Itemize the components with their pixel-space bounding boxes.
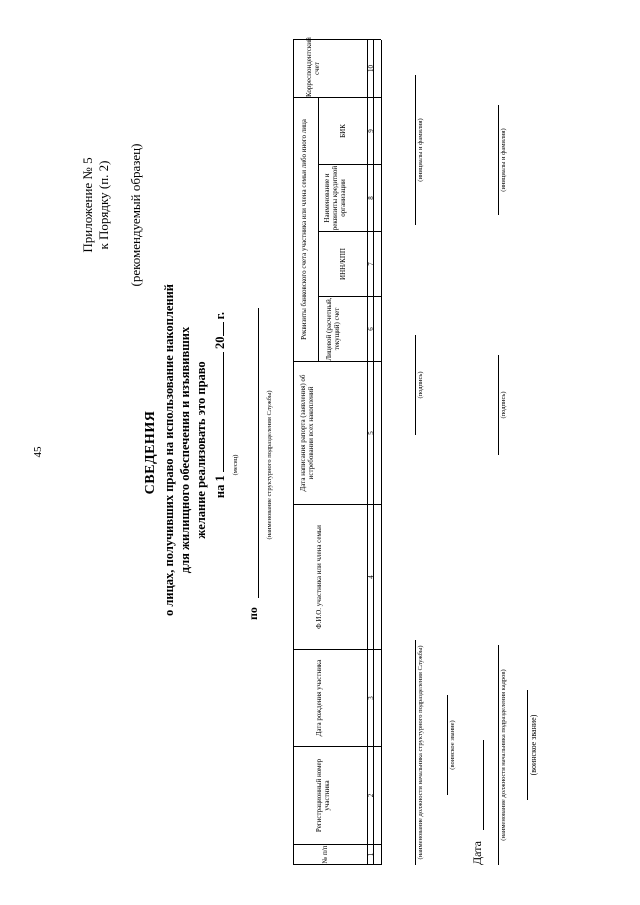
year-suffix: г. [213,311,227,320]
table-border-bottom [381,40,382,865]
header-account: Лицевой (расчетный, текущий) счет [325,297,341,361]
position-caption-1: (наименование должности начальника структурного подразделения Службы) [417,645,424,860]
rank-caption-1: (воинское звание) [449,720,456,770]
data-table [293,37,381,865]
name-line-1 [415,75,416,225]
header-full-name: Ф.И.О. участника или члена семьи [315,525,323,629]
date-line [212,240,228,570]
col-number-1: 1 [367,852,375,857]
col-number-5: 5 [367,431,375,435]
col-number-9: 9 [367,129,375,133]
appendix-number: Приложение № 5 [80,157,95,253]
month-caption: (месяц) [232,454,239,476]
month-blank [212,352,224,472]
sign-caption-1: (подпись) [417,371,424,399]
year-prefix: 20 [213,336,227,349]
document-title: СВЕДЕНИЯ [143,410,158,495]
year-blank [212,322,224,336]
col-number-4: 4 [367,575,375,579]
position-line-1 [415,640,416,865]
col-number-10: 10 [367,65,375,72]
po-caption: (наименование структурного подразделения Службы) [266,390,273,540]
name-caption-1: (инициалы и фамилия) [417,118,424,182]
po-prefix: по [246,607,260,620]
date-prefix: на 1 [213,475,227,499]
appendix-reference: к Порядку (п. 2) [96,160,111,250]
position-caption-2: (наименование должности начальника подразделения кадров) [500,669,507,841]
header-report-date: Дата написания рапорта (заявления) об истребовании всех накоплений [299,374,315,492]
col-number-8: 8 [367,196,375,200]
subtitle-line-1: о лицах, получивших право на использование накоплений [162,284,176,616]
col-number-6: 6 [367,327,375,331]
col-line-0 [293,864,381,865]
appendix-note: (рекомендуемый образец) [128,143,143,287]
sign-line-2 [498,355,499,455]
position-line-2 [498,645,499,865]
po-line [246,300,261,620]
sign-caption-2: (подпись) [500,391,507,419]
subtitle-line-2: для жилищного обеспечения и изъявивших [178,326,192,574]
subtitle-line-3: желание реализовать это право [194,361,208,539]
date-line-blank [483,740,484,830]
group-divider [318,98,319,362]
po-blank [258,308,259,598]
rank-line-1 [447,695,448,795]
col-number-7: 7 [367,262,375,266]
col-number-2: 2 [367,793,375,798]
name-line-2 [498,105,499,215]
header-bank-group: Реквизиты банковского счета участника или члена семьи либо иного лица [300,119,308,340]
rank-caption-2: (воинское звание) [529,714,538,776]
page-number: 45 [32,446,44,458]
col-number-3: 3 [367,696,375,700]
header-corr-account: Корреспондентский счет [305,37,321,97]
header-reg-number: Регистрационный номер участника [315,758,331,833]
header-bank-name: Наименование и реквизиты кредитной организации [323,165,347,231]
date-label: Дата [470,841,484,865]
rank-line-2 [527,690,528,800]
name-caption-2: (инициалы и фамилия) [500,128,507,192]
header-number: № п/п [321,845,329,864]
header-bik: БИК [339,124,347,138]
header-birth-date: Дата рождения участника [315,659,323,737]
table-border-top [293,40,294,865]
header-inn: ИНН/КПП [339,248,347,280]
sign-line-1 [415,335,416,435]
